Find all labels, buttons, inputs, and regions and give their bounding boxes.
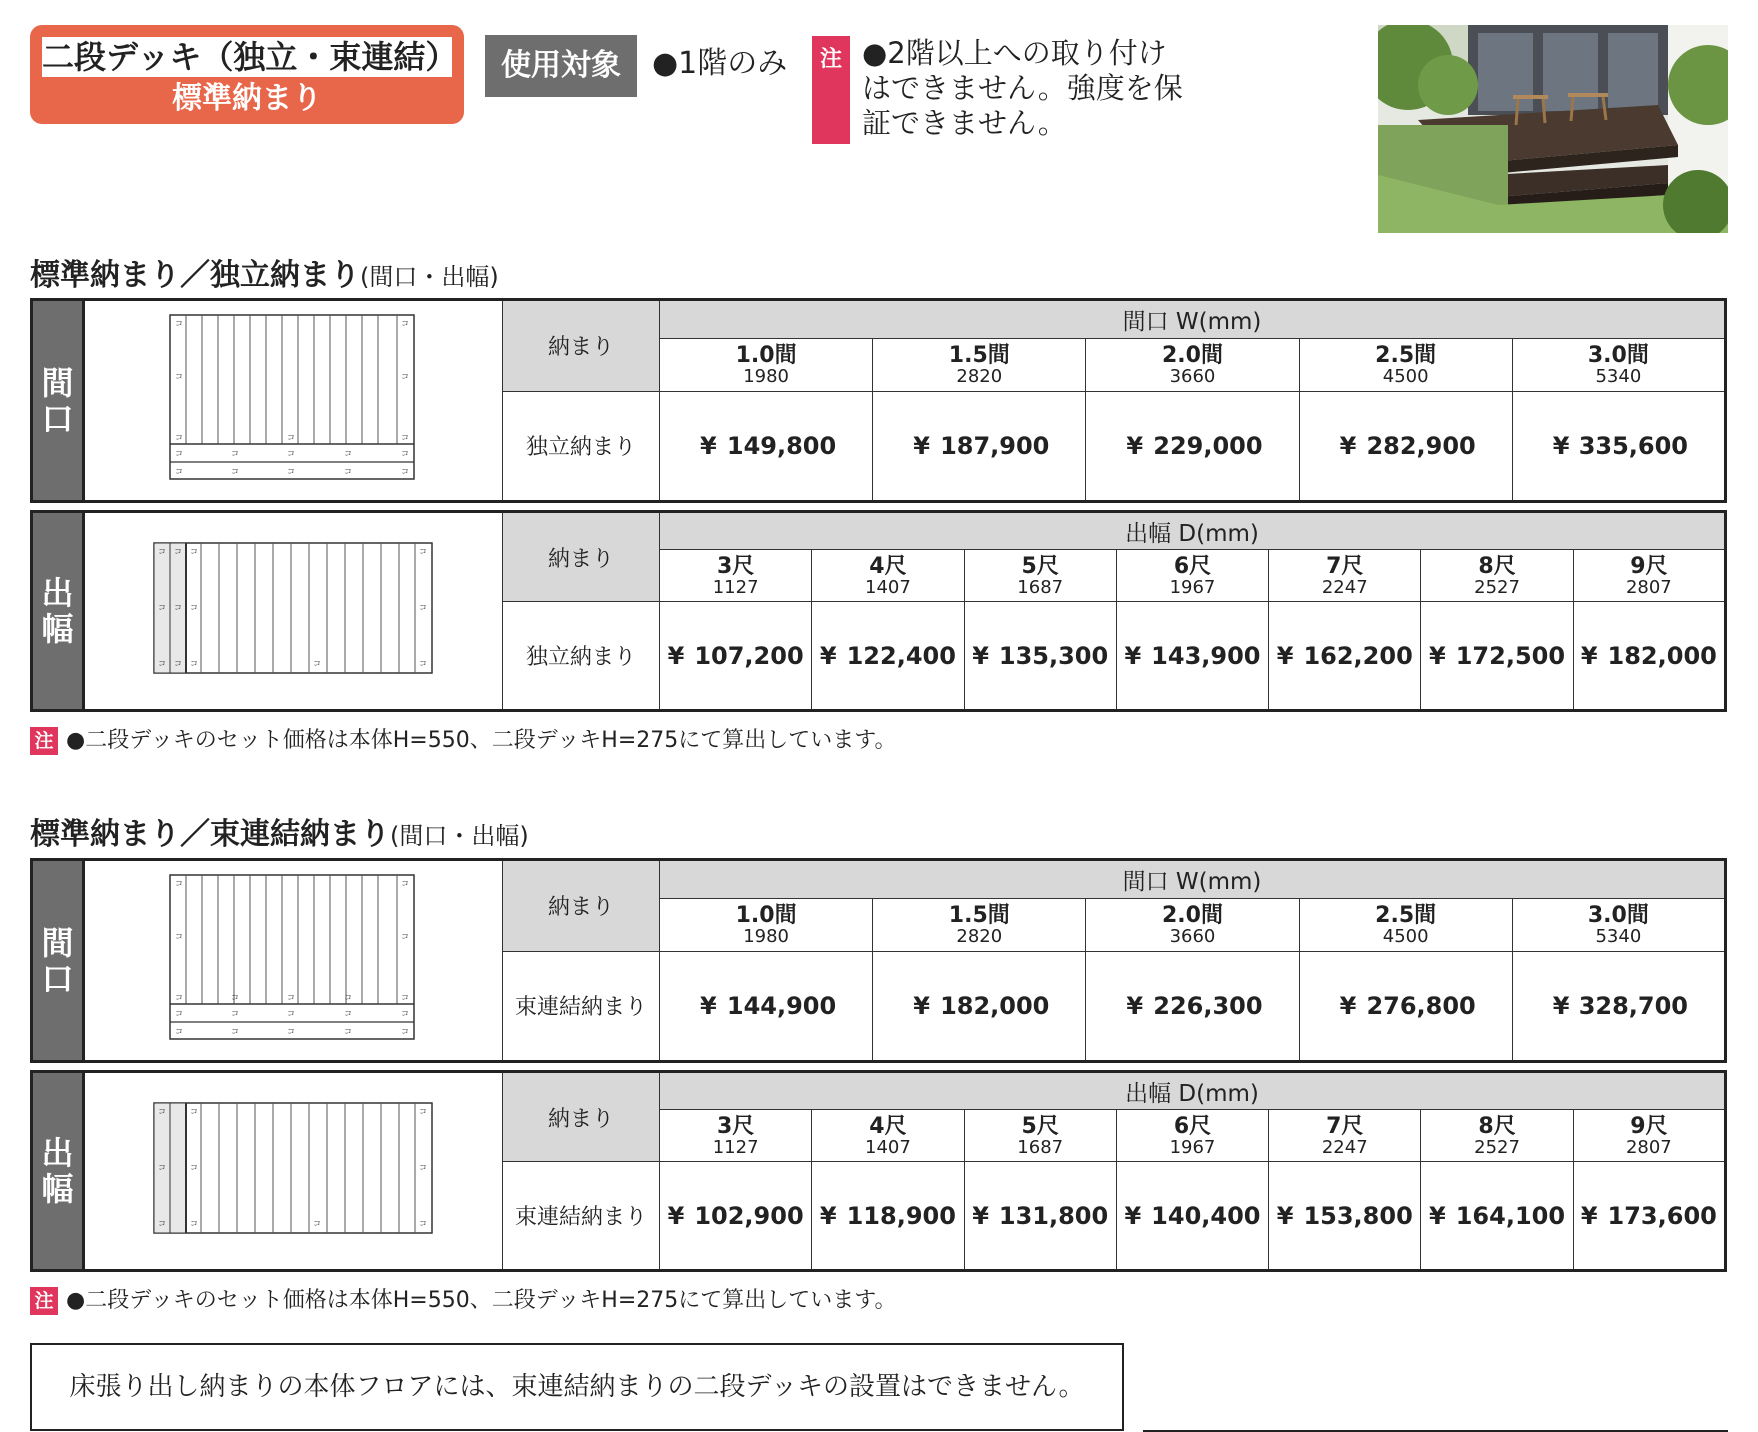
section2-title-sub: (間口・出幅) xyxy=(390,822,529,850)
price-cell: ¥ 107,200 xyxy=(660,602,812,711)
svg-text:コ: コ xyxy=(418,1163,427,1172)
svg-text:コ: コ xyxy=(286,1008,295,1018)
size-cell: 3尺 1127 xyxy=(660,550,812,602)
size-cell: 3.0間 5340 xyxy=(1512,898,1725,951)
deck-diagram-width xyxy=(84,860,503,1062)
usage-label: 使用対象 xyxy=(485,35,637,97)
dimension-header-depth: 出幅 D(mm) xyxy=(660,512,1726,550)
svg-text:コ: コ xyxy=(157,659,166,668)
product-badge xyxy=(30,25,464,124)
note-tag: 注 xyxy=(30,1287,58,1315)
svg-text:コ: コ xyxy=(400,931,409,941)
svg-text:コ: コ xyxy=(230,1026,239,1036)
svg-text:コ: コ xyxy=(174,448,183,458)
price-cell: ¥ 131,800 xyxy=(964,1162,1116,1271)
section1-title-sub: (間口・出幅) xyxy=(360,263,499,291)
svg-text:コ: コ xyxy=(157,1163,166,1172)
svg-text:コ: コ xyxy=(174,992,183,1002)
section1-title-main: 標準納まり／独立納まり xyxy=(30,258,360,293)
svg-text:コ: コ xyxy=(343,992,352,1002)
svg-text:コ: コ xyxy=(189,1107,198,1116)
price-cell: ¥ 102,900 xyxy=(660,1162,812,1271)
price-cell: ¥ 122,400 xyxy=(812,602,964,711)
svg-text:コ: コ xyxy=(418,659,427,668)
svg-text:コ: コ xyxy=(157,1107,166,1116)
size-cell: 2.0間 3660 xyxy=(1086,338,1299,391)
svg-text:コ: コ xyxy=(174,1026,183,1036)
price-cell: ¥ 143,900 xyxy=(1116,602,1268,711)
svg-text:コ: コ xyxy=(400,878,409,888)
svg-text:コ: コ xyxy=(286,432,295,442)
svg-text:コ: コ xyxy=(400,371,409,381)
size-cell: 5尺 1687 xyxy=(964,550,1116,602)
svg-text:コ: コ xyxy=(189,603,198,612)
size-cell: 3尺 1127 xyxy=(660,1110,812,1162)
svg-text:コ: コ xyxy=(189,1219,198,1228)
price-cell: ¥ 135,300 xyxy=(964,602,1116,711)
header-note: ●2階以上への取り付けはできません。強度を保証できません。 xyxy=(862,36,1183,140)
size-cell: 3.0間 5340 xyxy=(1512,338,1725,391)
size-cell: 1.5間 2820 xyxy=(873,898,1086,951)
section1-note-text: ●二段デッキのセット価格は本体H=550、二段デッキH=275にて算出しています。 xyxy=(66,728,897,753)
svg-text:コ: コ xyxy=(173,659,182,668)
price-cell: ¥ 226,300 xyxy=(1086,951,1299,1061)
svg-text:コ: コ xyxy=(418,603,427,612)
section2-width-table xyxy=(30,858,1727,1063)
size-cell: 1.0間 1980 xyxy=(660,338,873,391)
section2-note-text: ●二段デッキのセット価格は本体H=550、二段デッキH=275にて算出しています。 xyxy=(66,1288,897,1313)
svg-text:コ: コ xyxy=(400,992,409,1002)
svg-text:コ: コ xyxy=(174,318,183,328)
size-cell: 5尺 1687 xyxy=(964,1110,1116,1162)
price-cell: ¥ 144,900 xyxy=(660,951,873,1061)
row-label-dokuritsu: 独立納まり xyxy=(503,602,660,711)
deck-photo xyxy=(1378,25,1728,233)
row-label-dokuritsu: 独立納まり xyxy=(503,391,660,501)
size-cell: 4尺 1407 xyxy=(812,550,964,602)
size-cell: 8尺 2527 xyxy=(1421,550,1573,602)
svg-text:コ: コ xyxy=(189,1163,198,1172)
svg-text:コ: コ xyxy=(312,1219,321,1228)
svg-text:コ: コ xyxy=(286,448,295,458)
dimension-header-depth: 出幅 D(mm) xyxy=(660,1072,1726,1110)
svg-text:コ: コ xyxy=(400,1008,409,1018)
column-label-osamari: 納まり xyxy=(503,860,660,952)
price-cell: ¥ 118,900 xyxy=(812,1162,964,1271)
section2-depth-table xyxy=(30,1070,1727,1272)
svg-text:コ: コ xyxy=(157,547,166,556)
section2-note xyxy=(30,1287,897,1315)
size-cell: 7尺 2247 xyxy=(1269,550,1421,602)
deck-plan-icon xyxy=(169,314,419,484)
dimension-header-width: 間口 W(mm) xyxy=(660,860,1726,899)
size-cell: 7尺 2247 xyxy=(1269,1110,1421,1162)
deck-plan-icon xyxy=(169,874,419,1044)
deck-diagram-depth xyxy=(84,512,503,711)
usage-value: ●1階のみ xyxy=(652,46,788,81)
size-cell: 1.5間 2820 xyxy=(873,338,1086,391)
price-cell: ¥ 229,000 xyxy=(1086,391,1299,501)
section2-title xyxy=(30,815,529,856)
price-cell: ¥ 172,500 xyxy=(1421,602,1573,711)
svg-text:コ: コ xyxy=(343,1008,352,1018)
svg-text:コ: コ xyxy=(230,466,239,476)
product-title: 二段デッキ（独立・束連結） xyxy=(42,38,458,76)
size-cell: 6尺 1967 xyxy=(1116,1110,1268,1162)
price-cell: ¥ 149,800 xyxy=(660,391,873,501)
price-cell: ¥ 282,900 xyxy=(1299,391,1512,501)
price-cell: ¥ 187,900 xyxy=(873,391,1086,501)
size-cell: 6尺 1967 xyxy=(1116,550,1268,602)
svg-text:コ: コ xyxy=(174,931,183,941)
size-cell: 9尺 2807 xyxy=(1573,1110,1725,1162)
svg-text:コ: コ xyxy=(286,1026,295,1036)
column-label-osamari: 納まり xyxy=(503,1072,660,1162)
svg-text:コ: コ xyxy=(174,1008,183,1018)
svg-text:コ: コ xyxy=(230,1008,239,1018)
price-cell: ¥ 276,800 xyxy=(1299,951,1512,1061)
svg-text:コ: コ xyxy=(174,371,183,381)
price-cell: ¥ 153,800 xyxy=(1269,1162,1421,1271)
price-cell: ¥ 173,600 xyxy=(1573,1162,1725,1271)
size-cell: 9尺 2807 xyxy=(1573,550,1725,602)
svg-text:コ: コ xyxy=(343,448,352,458)
side-label-depth: 出幅 xyxy=(32,1072,84,1271)
svg-text:コ: コ xyxy=(173,603,182,612)
svg-text:コ: コ xyxy=(286,992,295,1002)
deck-diagram-depth xyxy=(84,1072,503,1271)
section1-note xyxy=(30,727,897,755)
size-cell: 1.0間 1980 xyxy=(660,898,873,951)
svg-text:コ: コ xyxy=(174,878,183,888)
price-cell: ¥ 328,700 xyxy=(1512,951,1725,1061)
note-tag: 注 xyxy=(30,727,58,755)
bottom-notice: 床張り出し納まりの本体フロアには、束連結納まりの二段デッキの設置はできません。 xyxy=(30,1343,1124,1431)
size-cell: 2.5間 4500 xyxy=(1299,898,1512,951)
svg-text:コ: コ xyxy=(400,432,409,442)
svg-text:コ: コ xyxy=(312,659,321,668)
svg-text:コ: コ xyxy=(418,547,427,556)
svg-text:コ: コ xyxy=(343,466,352,476)
svg-text:コ: コ xyxy=(189,547,198,556)
side-label-width: 間口 xyxy=(32,860,84,1062)
price-cell: ¥ 162,200 xyxy=(1269,602,1421,711)
svg-text:コ: コ xyxy=(400,318,409,328)
deck-diagram-width xyxy=(84,300,503,502)
price-cell: ¥ 335,600 xyxy=(1512,391,1725,501)
product-subtitle: 標準納まり xyxy=(172,81,322,116)
side-label-width: 間口 xyxy=(32,300,84,502)
price-cell: ¥ 182,000 xyxy=(873,951,1086,1061)
svg-text:コ: コ xyxy=(343,1026,352,1036)
price-cell: ¥ 164,100 xyxy=(1421,1162,1573,1271)
svg-text:コ: コ xyxy=(400,1026,409,1036)
deck-plan-icon xyxy=(153,1102,435,1236)
row-label-tabarenketsu: 束連結納まり xyxy=(503,1162,660,1271)
section2-title-main: 標準納まり／束連結納まり xyxy=(30,817,390,852)
price-cell: ¥ 182,000 xyxy=(1573,602,1725,711)
svg-text:コ: コ xyxy=(157,1219,166,1228)
size-cell: 2.0間 3660 xyxy=(1086,898,1299,951)
svg-text:コ: コ xyxy=(286,466,295,476)
size-cell: 4尺 1407 xyxy=(812,1110,964,1162)
svg-text:コ: コ xyxy=(157,603,166,612)
section1-width-table xyxy=(30,298,1727,503)
svg-text:コ: コ xyxy=(230,992,239,1002)
section1-depth-table xyxy=(30,510,1727,712)
svg-text:コ: コ xyxy=(400,466,409,476)
svg-text:コ: コ xyxy=(230,448,239,458)
size-cell: 8尺 2527 xyxy=(1421,1110,1573,1162)
column-label-osamari: 納まり xyxy=(503,512,660,602)
size-cell: 2.5間 4500 xyxy=(1299,338,1512,391)
svg-text:コ: コ xyxy=(400,448,409,458)
svg-text:コ: コ xyxy=(174,432,183,442)
svg-text:コ: コ xyxy=(174,466,183,476)
note-tag: 注 xyxy=(812,36,850,144)
column-label-osamari: 納まり xyxy=(503,300,660,392)
row-label-tabarenketsu: 束連結納まり xyxy=(503,951,660,1061)
price-cell: ¥ 140,400 xyxy=(1116,1162,1268,1271)
dimension-header-width: 間口 W(mm) xyxy=(660,300,1726,339)
side-label-depth: 出幅 xyxy=(32,512,84,711)
svg-text:コ: コ xyxy=(418,1107,427,1116)
section1-title xyxy=(30,256,499,297)
svg-text:コ: コ xyxy=(418,1219,427,1228)
deck-plan-icon xyxy=(153,542,435,676)
svg-text:コ: コ xyxy=(189,659,198,668)
svg-text:コ: コ xyxy=(173,547,182,556)
